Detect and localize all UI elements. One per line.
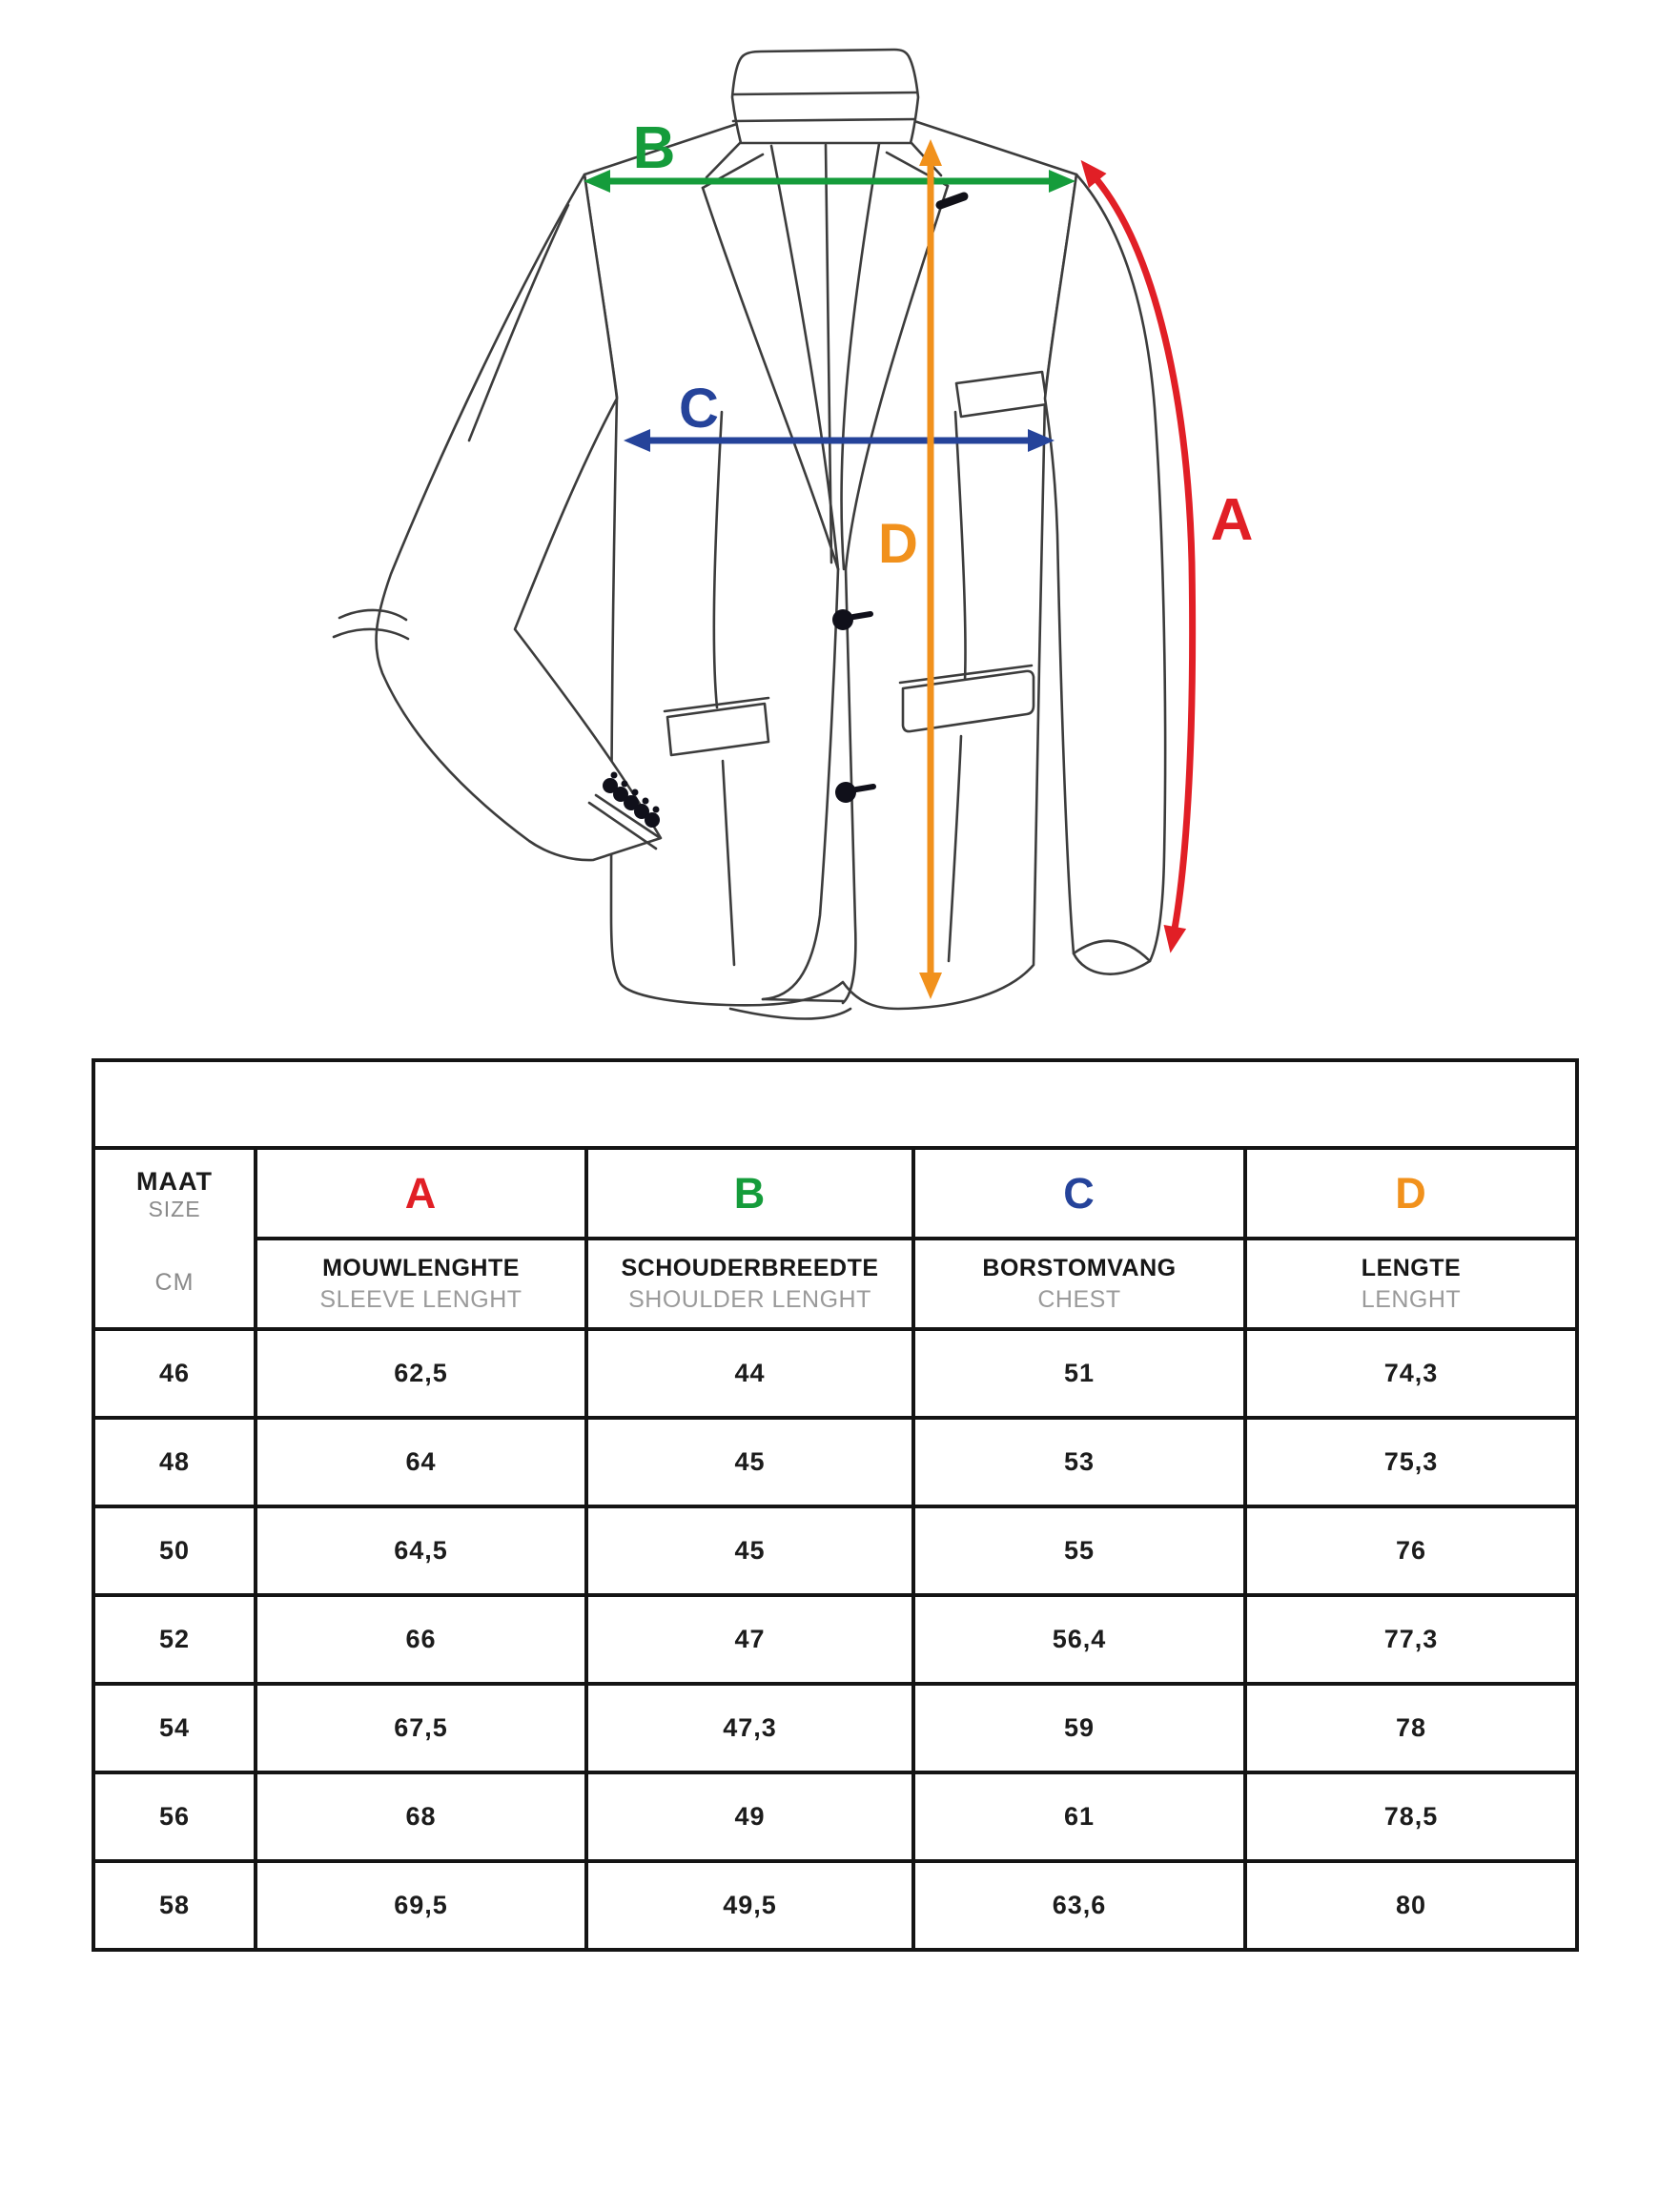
sleeve-length-cell: 64,5: [256, 1506, 586, 1595]
size-cell: 54: [93, 1684, 256, 1772]
column-letter-a: A: [256, 1148, 586, 1239]
size-label-en: SIZE: [148, 1196, 201, 1221]
shoulder-width-cell: 49: [586, 1772, 913, 1861]
length-cell: 78: [1245, 1684, 1577, 1772]
table-row: [93, 1418, 1577, 1506]
column-name-en: LENGHT: [1361, 1285, 1462, 1313]
table-letter-row: [93, 1148, 1577, 1239]
column-name-nl: BORSTOMVANG: [982, 1255, 1177, 1281]
table-row: [93, 1861, 1577, 1950]
table-row: [93, 1772, 1577, 1861]
table-row: [93, 1506, 1577, 1595]
column-name-nl: MOUWLENGHTE: [322, 1255, 520, 1281]
shoulder-width-cell: 49,5: [586, 1861, 913, 1950]
shoulder-width-cell: 45: [586, 1418, 913, 1506]
chest-cell: 61: [913, 1772, 1245, 1861]
column-name-d: [1245, 1239, 1577, 1329]
chest-cell: 63,6: [913, 1861, 1245, 1950]
label-c: C: [679, 378, 719, 440]
column-name-en: SLEEVE LENGHT: [319, 1285, 522, 1313]
length-cell: 76: [1245, 1506, 1577, 1595]
length-cell: 77,3: [1245, 1595, 1577, 1684]
shoulder-width-cell: 45: [586, 1506, 913, 1595]
size-cell: 52: [93, 1595, 256, 1684]
table-row: [93, 1329, 1577, 1418]
table-row: [93, 1595, 1577, 1684]
unit-label: CM: [154, 1269, 195, 1296]
jacket-body: [584, 121, 1076, 1009]
shoulder-width-cell: 47,3: [586, 1684, 913, 1772]
size-cell: 46: [93, 1329, 256, 1418]
length-cell: 80: [1245, 1861, 1577, 1950]
column-name-b: [586, 1239, 913, 1329]
chest-cell: 53: [913, 1418, 1245, 1506]
table-row: [93, 1684, 1577, 1772]
right-sleeve: [1045, 174, 1165, 974]
size-table: [92, 1058, 1579, 1952]
column-name-a: [256, 1239, 586, 1329]
jacket-diagram-svg: [0, 0, 1659, 1058]
length-cell: 78,5: [1245, 1772, 1577, 1861]
table-label-row: [93, 1239, 1577, 1329]
chest-cell: 59: [913, 1684, 1245, 1772]
column-name-en: SHOULDER LENGHT: [628, 1285, 871, 1313]
shoulder-width-cell: 44: [586, 1329, 913, 1418]
size-cell: 56: [93, 1772, 256, 1861]
size-cell: 48: [93, 1418, 256, 1506]
size-unit-cell: [93, 1148, 256, 1329]
label-d: D: [878, 513, 918, 575]
column-name-nl: LENGTE: [1361, 1255, 1462, 1281]
sleeve-length-cell: 68: [256, 1772, 586, 1861]
sleeve-length-cell: 64: [256, 1418, 586, 1506]
column-name-c: [913, 1239, 1245, 1329]
chest-cell: 55: [913, 1506, 1245, 1595]
length-cell: 74,3: [1245, 1329, 1577, 1418]
label-a: A: [1210, 487, 1254, 553]
sleeve-length-cell: 69,5: [256, 1861, 586, 1950]
chest-cell: 56,4: [913, 1595, 1245, 1684]
column-name-nl: SCHOUDERBREEDTE: [621, 1255, 879, 1281]
column-letter-d: D: [1245, 1148, 1577, 1239]
jacket-measurement-diagram: [0, 0, 1659, 1058]
column-name-en: CHEST: [1037, 1285, 1121, 1313]
column-letter-b: B: [586, 1148, 913, 1239]
shoulder-width-cell: 47: [586, 1595, 913, 1684]
length-cell: 75,3: [1245, 1418, 1577, 1506]
label-b: B: [632, 115, 676, 181]
collar: [732, 50, 918, 143]
column-letter-c: C: [913, 1148, 1245, 1239]
blank-header-cell: [93, 1060, 1577, 1148]
sleeve-length-cell: 66: [256, 1595, 586, 1684]
table-blank-row: [93, 1060, 1577, 1148]
size-cell: 58: [93, 1861, 256, 1950]
size-label-nl: MAAT: [136, 1166, 213, 1196]
size-cell: 50: [93, 1506, 256, 1595]
jacket-drawing: [334, 50, 1165, 1019]
chest-cell: 51: [913, 1329, 1245, 1418]
sleeve-length-cell: 62,5: [256, 1329, 586, 1418]
sleeve-length-cell: 67,5: [256, 1684, 586, 1772]
